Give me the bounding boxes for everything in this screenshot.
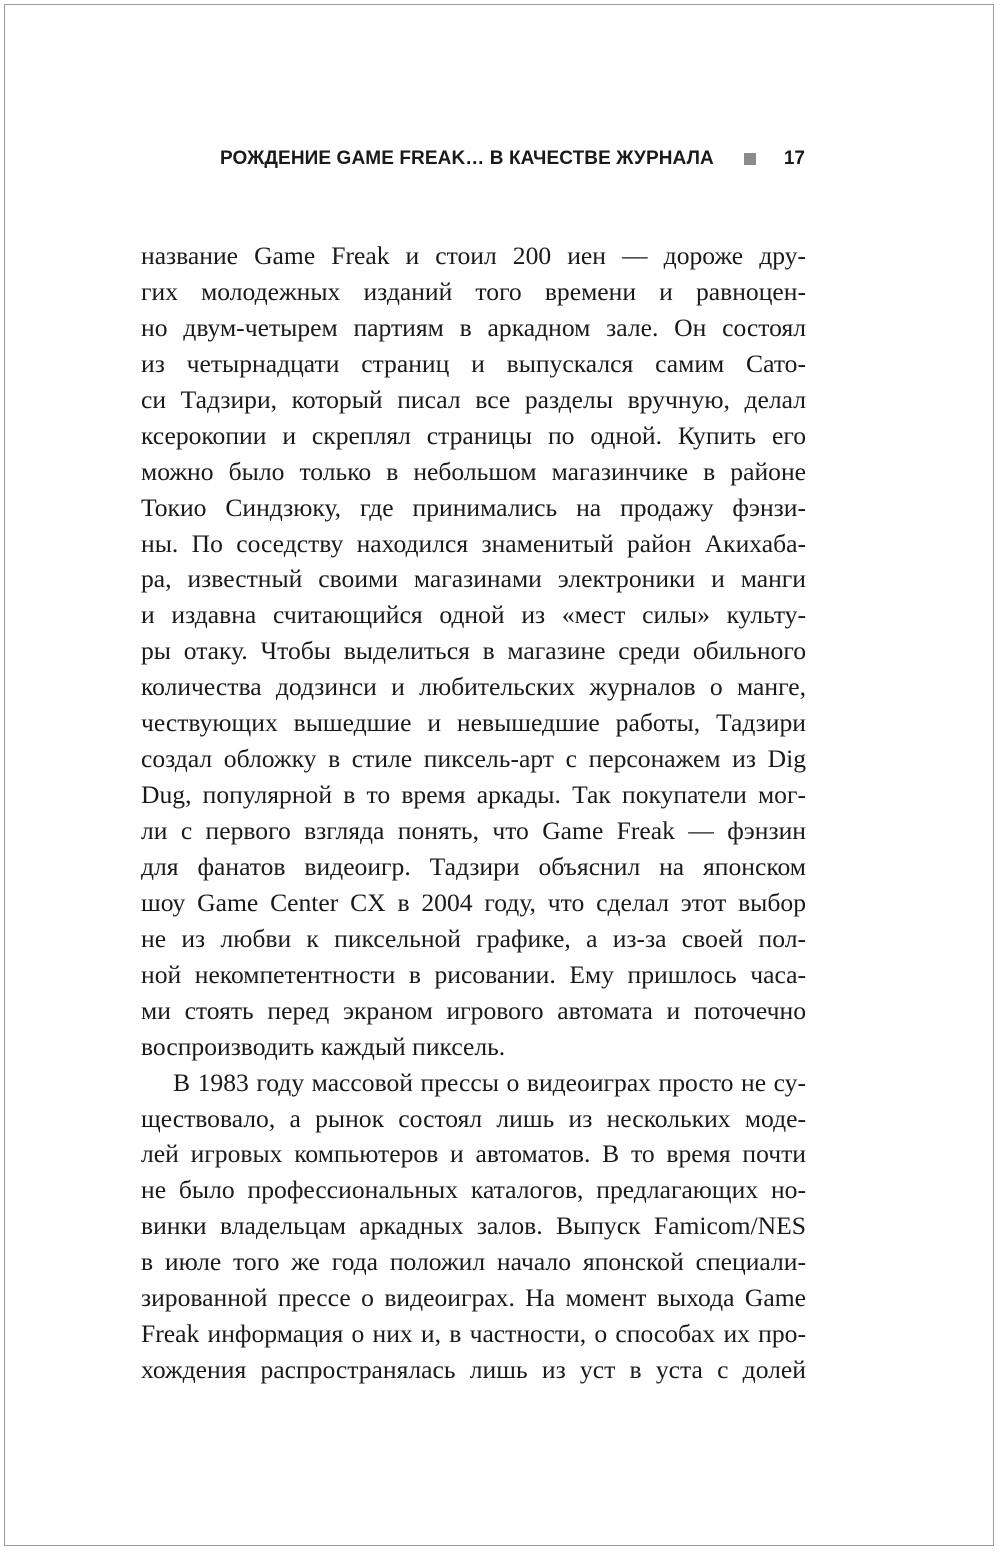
text-line: для фанатов видеоигр. Тадзири объяснил на японском (141, 851, 806, 881)
running-title: РОЖДЕНИЕ GAME FREAK… В КАЧЕСТВЕ ЖУРНАЛА (220, 148, 714, 169)
page-number: 17 (783, 148, 805, 169)
text-line: ра, известный своими магазинами электроники и манги (141, 564, 806, 594)
text-line: в июле того же года положил начало японской специали- (141, 1247, 806, 1277)
text-line: и издавна считающийся одной из «мест силы» культу- (141, 600, 806, 630)
text-line: В 1983 году массовой прессы о видеоиграх просто не су- (173, 1067, 806, 1097)
text-line: не из любви к пиксельной графике, а из-за своей пол- (141, 923, 806, 953)
text-line: можно было только в небольшом магазинчике в районе (141, 456, 806, 486)
text-line: шоу Game Center CX в 2004 году, что сделал этот выбор (141, 887, 806, 917)
text-line: гих молодежных изданий того времени и равноцен- (141, 276, 806, 306)
text-line: Dug, популярной в то время аркады. Так покупатели мог- (141, 780, 806, 810)
paragraph-1 (141, 238, 806, 1065)
text-line: ществовало, а рынок состоял лишь из нескольких моде- (141, 1103, 806, 1133)
text-line: чествующих вышедшие и невышедшие работы, Тадзири (141, 708, 806, 738)
separator-square-icon (744, 153, 756, 165)
text-line: ны. По соседству находился знаменитый район Акихаба- (141, 528, 806, 558)
paragraph-2 (141, 1065, 806, 1388)
text-line: но двум-четырем партиям в аркадном зале. Он состоял (141, 312, 806, 342)
text-line: Freak информация о них и, в частности, о способах их про- (141, 1319, 806, 1349)
text-line: создал обложку в стиле пиксель-арт с персонажем из Dig (141, 744, 806, 774)
text-line: название Game Freak и стоил 200 иен — дороже дру- (141, 241, 806, 270)
text-line: си Тадзири, который писал все разделы вручную, делал (141, 384, 806, 414)
running-head (140, 144, 805, 174)
text-line: не было профессиональных каталогов, предлагающих но- (141, 1175, 806, 1205)
text-line: Токио Синдзюку, где принимались на продажу фэнзи- (141, 492, 806, 522)
text-line: хождения распространялась лишь из уст в уста с долей (141, 1355, 806, 1385)
text-line: винки владельцам аркадных залов. Выпуск Famicom/NES (141, 1211, 806, 1241)
text-line: ксерокопии и скреплял страницы по одной. Купить его (141, 420, 806, 450)
text-line: зированной прессе о видеоиграх. На момент выхода Game (141, 1283, 806, 1313)
text-line: ми стоять перед экраном игрового автомата и поточечно (141, 995, 806, 1025)
text-line: ры отаку. Чтобы выделиться в магазине среди обильного (141, 636, 806, 666)
text-line: ли с первого взгляда понять, что Game Freak — фэнзин (141, 816, 806, 845)
body-text (141, 238, 806, 1388)
text-line: лей игровых компьютеров и автоматов. В то время почти (141, 1139, 806, 1169)
text-line: количества додзинси и любительских журналов о манге, (141, 672, 806, 702)
text-line: ной некомпетентности в рисовании. Ему пришлось часа- (141, 959, 806, 989)
text-line: воспроизводить каждый пиксель. (141, 1031, 506, 1061)
text-line: из четырнадцати страниц и выпускался самим Сато- (141, 348, 806, 378)
